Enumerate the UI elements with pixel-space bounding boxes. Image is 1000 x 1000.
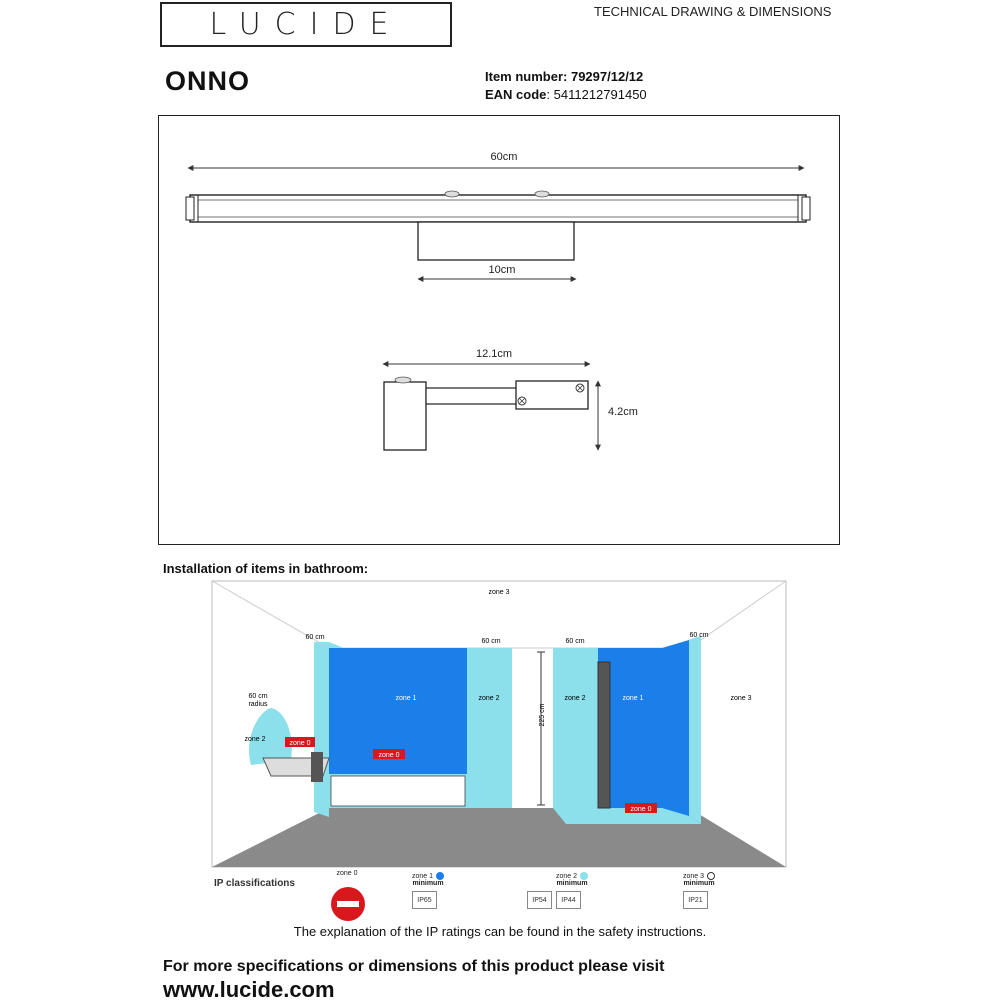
ean-value: : 5411212791450 [546, 87, 647, 102]
lamp-bar [190, 195, 806, 222]
zone2-basin-label: zone 2 [244, 736, 266, 743]
zone2-right-label: zone 2 [564, 695, 586, 702]
ip-zone3-name: zone 3 [682, 872, 705, 880]
lucide-logo: LUCIDE [160, 2, 452, 47]
wall-bracket [418, 222, 574, 260]
ip-zone2-rating-a: IP54 [527, 891, 552, 909]
zone0-shower-label: zone 0 [630, 806, 652, 813]
ean-label: EAN code [485, 87, 547, 102]
more-specs-text: For more specifications or dimensions of this product please visit [163, 958, 665, 975]
ip-zone3-rating: IP21 [683, 891, 708, 909]
bracket-dimension-label: 10cm [488, 264, 516, 276]
zone3-top-label: zone 3 [488, 589, 510, 596]
website-link[interactable]: www.lucide.com [163, 977, 335, 1000]
product-name: ONNO [165, 66, 250, 96]
height-225-label: 225 cm [539, 703, 546, 727]
zone1-right-label: zone 1 [622, 695, 644, 702]
dim-60-mid1: 60 cm [481, 638, 501, 645]
zone0-bath-label: zone 0 [378, 752, 400, 759]
item-number-label: Item number: [485, 69, 568, 84]
item-number-value: 79297/12/12 [570, 69, 644, 84]
side-view-lamp [384, 382, 426, 450]
zone1-left-label: zone 1 [395, 695, 417, 702]
ip-zone1-sub: minimum [412, 880, 444, 887]
installation-title: Installation of items in bathroom: [163, 561, 369, 576]
ip-zone3-sub: minimum [683, 880, 715, 887]
ip-zone2-rating-b: IP44 [556, 891, 581, 909]
zone1-dot-icon [436, 872, 444, 880]
dim-60-mid2: 60 cm [565, 638, 585, 645]
radius-line2: radius [248, 701, 268, 708]
zone3-right-label: zone 3 [730, 695, 752, 702]
side-view-arm [426, 388, 518, 404]
width-dimension-label: 60cm [490, 151, 518, 163]
ip-zone0-name: zone 0 [336, 870, 358, 877]
ip-zone2-name: zone 2 [555, 872, 578, 880]
radius-line1: 60 cm [248, 693, 268, 700]
document-title: TECHNICAL DRAWING & DIMENSIONS [594, 4, 832, 19]
height-dimension-label: 4.2cm [608, 406, 638, 418]
safety-note: The explanation of the IP ratings can be found in the safety instructions. [293, 924, 707, 939]
dim-60-right: 60 cm [689, 632, 709, 639]
depth-dimension-label: 12.1cm [475, 348, 513, 360]
no-entry-icon [331, 887, 365, 921]
zone0-basin-label: zone 0 [289, 740, 311, 747]
ip-classifications-label: IP classifications [214, 878, 295, 889]
bath-tub [331, 776, 465, 806]
ip-zone1-name: zone 1 [411, 872, 434, 880]
bathroom-zones-diagram [211, 580, 787, 868]
ip-zone1-rating: IP65 [412, 891, 437, 909]
ip-zone2-sub: minimum [556, 880, 588, 887]
zone2-dot-icon [580, 872, 588, 880]
zone2-left-label: zone 2 [478, 695, 500, 702]
dim-60-left: 60 cm [305, 634, 325, 641]
zone3-dot-icon [707, 872, 715, 880]
